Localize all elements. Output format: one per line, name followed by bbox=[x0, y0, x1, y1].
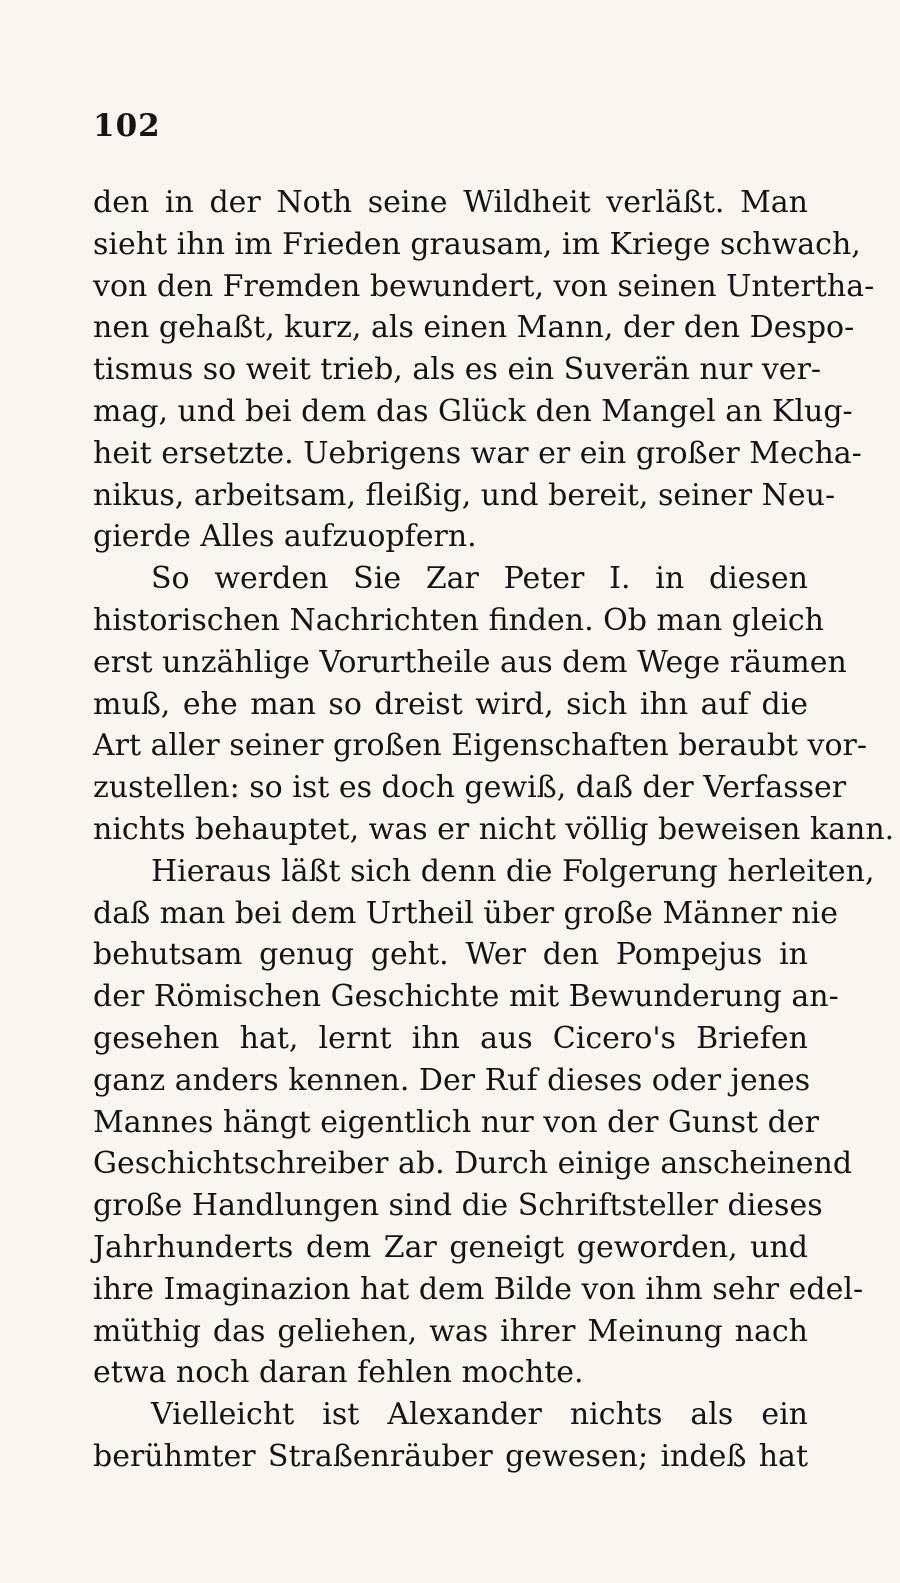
text-line: Geschichtschreiber ab. Durch einige anscheinend bbox=[93, 1146, 853, 1182]
text-line: Jahrhunderts dem Zar geneigt geworden, und bbox=[93, 1229, 808, 1265]
text-line: Hieraus läßt sich denn die Folgerung herleiten, bbox=[151, 853, 875, 889]
text-line: müthig das geliehen, was ihrer Meinung nach bbox=[93, 1313, 808, 1349]
page-number: 102 bbox=[93, 108, 161, 144]
text-line: behutsam genug geht. Wer den Pompejus in bbox=[93, 937, 808, 973]
text-line: ihre Imaginazion hat dem Bilde von ihm sehr edel- bbox=[93, 1271, 864, 1307]
text-line: tismus so weit trieb, als es ein Suverän nur ver- bbox=[93, 352, 822, 388]
text-line: ganz anders kennen. Der Ruf dieses oder jenes bbox=[93, 1062, 811, 1098]
text-line: Mannes hängt eigentlich nur von der Gunst der bbox=[93, 1104, 819, 1140]
text-line: sieht ihn im Frieden grausam, im Kriege schwach, bbox=[93, 226, 861, 262]
text-line: der Römischen Geschichte mit Bewunderung an- bbox=[93, 979, 839, 1015]
text-line: nichts behauptet, was er nicht völlig beweisen kann. bbox=[93, 811, 895, 847]
text-line: historischen Nachrichten finden. Ob man gleich bbox=[93, 602, 824, 638]
text-line: gierde Alles aufzuopfern. bbox=[93, 519, 477, 555]
text-line: von den Fremden bewundert, von seinen Untertha- bbox=[93, 268, 875, 304]
text-line: den in der Noth seine Wildheit verläßt. Man bbox=[93, 185, 808, 220]
text-line: mag, und bei dem das Glück den Mangel an Klug- bbox=[93, 393, 853, 429]
text-line: zustellen: so ist es doch gewiß, daß der Verfasser bbox=[93, 770, 847, 806]
text-line: daß man bei dem Urtheil über große Männer nie bbox=[93, 895, 839, 931]
text-line: Art aller seiner großen Eigenschaften beraubt vor- bbox=[93, 728, 867, 764]
text-line: muß, ehe man so dreist wird, sich ihn auf die bbox=[93, 686, 808, 722]
text-line: große Handlungen sind die Schriftsteller dieses bbox=[93, 1188, 823, 1224]
text-line: etwa noch daran fehlen mochte. bbox=[93, 1355, 584, 1391]
text-line: nen gehaßt, kurz, als einen Mann, der den Despo- bbox=[93, 310, 855, 346]
text-line: gesehen hat, lernt ihn aus Cicero's Briefen bbox=[93, 1020, 808, 1056]
text-line: erst unzählige Vorurtheile aus dem Wege räumen bbox=[93, 644, 847, 680]
text-line: nikus, arbeitsam, fleißig, und bereit, seiner Neu- bbox=[93, 477, 836, 513]
body-text bbox=[93, 182, 895, 1478]
text-line: Vielleicht ist Alexander nichts als ein bbox=[151, 1397, 808, 1433]
text-line: So werden Sie Zar Peter I. in diesen bbox=[151, 561, 808, 597]
text-line: heit ersetzte. Uebrigens war er ein großer Mecha- bbox=[93, 435, 862, 471]
text-line: berühmter Straßenräuber gewesen; indeß hat bbox=[93, 1438, 808, 1474]
